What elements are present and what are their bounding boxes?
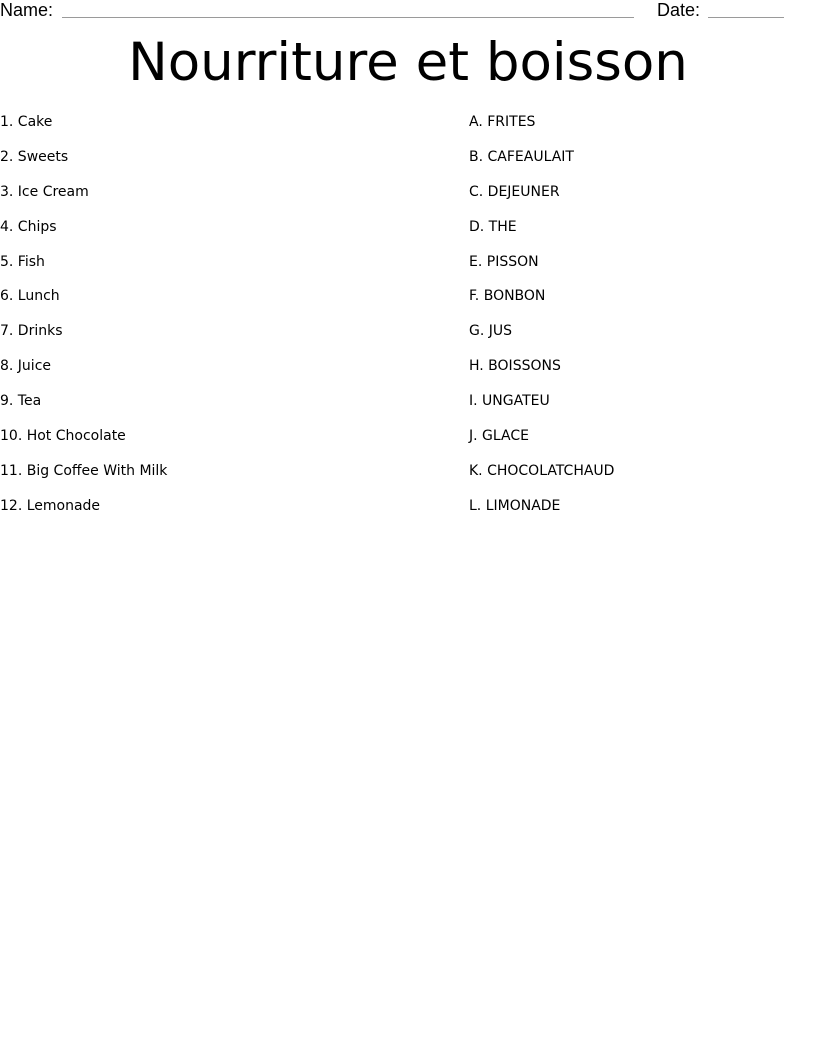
answer-item: L. LIMONADE [469, 497, 561, 514]
answer-list [469, 112, 809, 531]
answer-item: A. FRITES [469, 114, 536, 130]
clue-item: 5. Fish [0, 253, 45, 270]
clue-item: 4. Chips [0, 218, 57, 235]
clue-item: 7. Drinks [0, 323, 63, 340]
name-blank-line [62, 17, 634, 18]
answer-item: C. DEJEUNER [469, 183, 560, 200]
answer-item: H. BOISSONS [469, 358, 561, 375]
clue-item: 8. Juice [0, 358, 52, 375]
header-row [0, 0, 816, 22]
answer-item: B. CAFEAULAIT [469, 148, 574, 165]
clue-item: 3. Ice Cream [0, 183, 89, 200]
clue-item: 12. Lemonade [0, 497, 101, 514]
answer-item: J. GLACE [469, 428, 529, 445]
date-blank-line [708, 17, 784, 18]
answer-item: I. UNGATEU [469, 393, 550, 410]
clue-item: 10. Hot Chocolate [0, 428, 126, 445]
clue-item: 9. Tea [0, 393, 42, 410]
clue-list [0, 112, 440, 531]
answer-item: D. THE [469, 218, 517, 235]
clue-item: 1. Cake [0, 114, 53, 130]
worksheet-title: Nourriture et boisson [128, 32, 688, 93]
clue-item: 11. Big Coffee With Milk [0, 462, 168, 479]
clue-item: 6. Lunch [0, 288, 60, 305]
answer-item: F. BONBON [469, 288, 546, 305]
name-label: Name: [0, 0, 54, 20]
answer-item: E. PISSON [469, 253, 539, 270]
date-label: Date: [657, 0, 701, 20]
clue-item: 2. Sweets [0, 148, 69, 165]
answer-item: K. CHOCOLATCHAUD [469, 462, 615, 479]
answer-item: G. JUS [469, 323, 513, 340]
